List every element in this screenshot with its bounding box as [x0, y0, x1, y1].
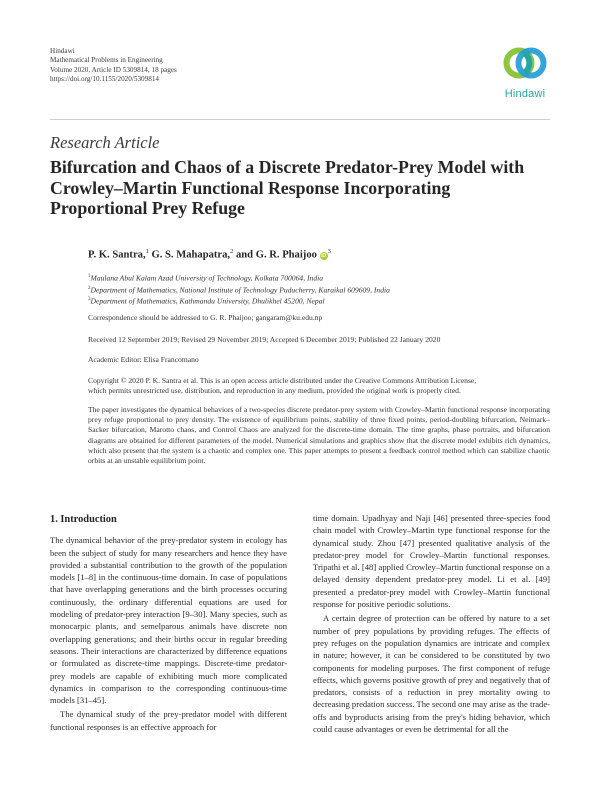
affiliation-marker: 2	[88, 285, 91, 291]
body-paragraph: The dynamical study of the prey-predator model with different functional responses is an effective approach for	[50, 709, 287, 732]
academic-editor: Academic Editor: Elisa Francomano	[88, 355, 199, 364]
author-affiliation-marker: 2	[230, 248, 234, 255]
header-divider	[50, 119, 550, 120]
author-name: and G. R. Phaijoo	[235, 249, 317, 261]
body-column-right	[313, 512, 550, 737]
affiliation-marker: 1	[88, 274, 91, 279]
hindawi-logo-icon	[494, 40, 556, 86]
affiliation-text: Maulana Abul Kalam Azad University of Technology, Kolkata 700064, India	[90, 273, 324, 283]
correspondence: Correspondence should be addressed to G. R. Phaijoo; gangaram@ku.edu.np	[88, 313, 323, 322]
copyright-line: which permits unrestricted use, distribution, and reproduction in any medium, provided the original work is properly cited.	[88, 386, 461, 396]
article-type: Research Article	[50, 133, 160, 152]
author-name: P. K. Santra,	[88, 249, 146, 261]
author-name: G. S. Mahapatra,	[151, 249, 231, 261]
affiliation-item	[88, 284, 550, 296]
body-paragraph: A certain degree of protection can be offered by nature to a set number of prey populations by providing refuges. The effects of prey refuges on the population dynamics are intricate and complex in nature; however, it can be considered to be constituted by two components for modeling purposes. The first component of refuge effects, which governs positive growth of prey and negatively that of predators, consists of a reduction in prey mortality owing to decreasing predation success. The second one may arise as the trade-offs and byproducts arising from the prey's hiding behavior, which could cause advantages or even be detrimental for all the	[313, 613, 550, 735]
publisher-name: Hindawi	[50, 47, 75, 55]
body-paragraph: time domain. Upadhyay and Naji [46] presented three-species food chain model with Crowley–Martin type functional response for the dynamical study. Zhou [47] presented qualitative analysis of the predator-prey model for Crowley–Martin functional responses. Tripathi et al. [48] applied Crowley–Martin functional response on a delayed density dependent predator-prey model. Li et al. [49] presented a predator-prey model with Crowley–Martin functional response for positive periodic solutions.	[313, 513, 550, 610]
affiliations	[88, 272, 550, 307]
affiliation-item	[88, 295, 550, 307]
journal-name: Mathematical Problems in Engineering	[50, 56, 163, 65]
body-paragraph: The dynamical behavior of the prey-predator system in ecology has been the subject of study for many researchers and hence they have provided a substantial contribution to the growth of the population models [1–8] in the continuous-time domain. In case of populations that have overlapping generations and the birth processes occuring continuously, the ordinary differential equations are used for modeling of predator-prey interaction [9–30]. Many species, such as monocarpic plants, and semelparous animals have discrete non overlapping generations; and their births occur in regular breeding seasons. Their interactions are characterized by difference equations or formulated as discrete-time mappings. Discrete-time predator-prey models are capable of exhibiting much more complicated dynamics in comparison to the corresponding continuous-time models [31–45].	[50, 535, 287, 706]
journal-meta	[50, 47, 177, 85]
section-heading: 1. Introduction	[50, 514, 117, 525]
body-column-left	[50, 514, 287, 735]
copyright-line: Copyright © 2020 P. K. Santra et al. This is an open access article distributed under the Creative Commons Attribution License,	[88, 376, 477, 385]
hindawi-logo	[494, 40, 556, 104]
author-affiliation-marker: 1	[145, 248, 149, 255]
hindawi-logo-text: Hindawi	[504, 88, 546, 100]
abstract: The paper investigates the dynamical behaviors of a two-species discrete predator-prey system with Crowley–Martin functional response incorporating prey refuge proportional to prey density. The existence of equilibrium points, stability of three fixed points, period-doubling bifurcation, Neimark–Sacker bifurcation, Marotto chaos, and Control Chaos are analyzed for the discrete-time domain. The time graphs, phase portraits, and bifurcation diagrams are obtained for different parameters of the model. Numerical simulations and graphics show that the discrete model exhibits rich dynamics, which also present that the system is a chaotic and complex one. This paper attempts to present a feedback control method which can stabilize chaotic orbits at an unstable equilibrium point.	[88, 405, 550, 466]
author-list	[88, 248, 331, 261]
doi-link[interactable]: https://doi.org/10.1155/2020/5309814	[50, 75, 160, 84]
affiliation-marker: 3	[88, 297, 91, 303]
author-affiliation-marker: 3	[327, 248, 331, 255]
affiliation-text: Department of Mathematics, Kathmandu University, Dhulikhel 45200, Nepal	[90, 297, 325, 306]
copyright-notice	[88, 376, 550, 396]
affiliation-item	[88, 272, 550, 284]
volume-info: Volume 2020, Article ID 5309814, 18 pages	[50, 65, 177, 74]
orcid-icon[interactable]: iD	[321, 252, 327, 259]
affiliation-text: Department of Mathematics, National Institute of Technology Puducherry, Karaikal 609609, India	[90, 285, 390, 295]
publication-dates: Received 12 September 2019; Revised 29 November 2019; Accepted 6 December 2019; Published 22 January 2020	[88, 335, 441, 344]
article-title: Bifurcation and Chaos of a Discrete Predator-Prey Model with Crowley–Martin Functional Response Incorporating Proportional Prey Refuge	[50, 157, 525, 218]
